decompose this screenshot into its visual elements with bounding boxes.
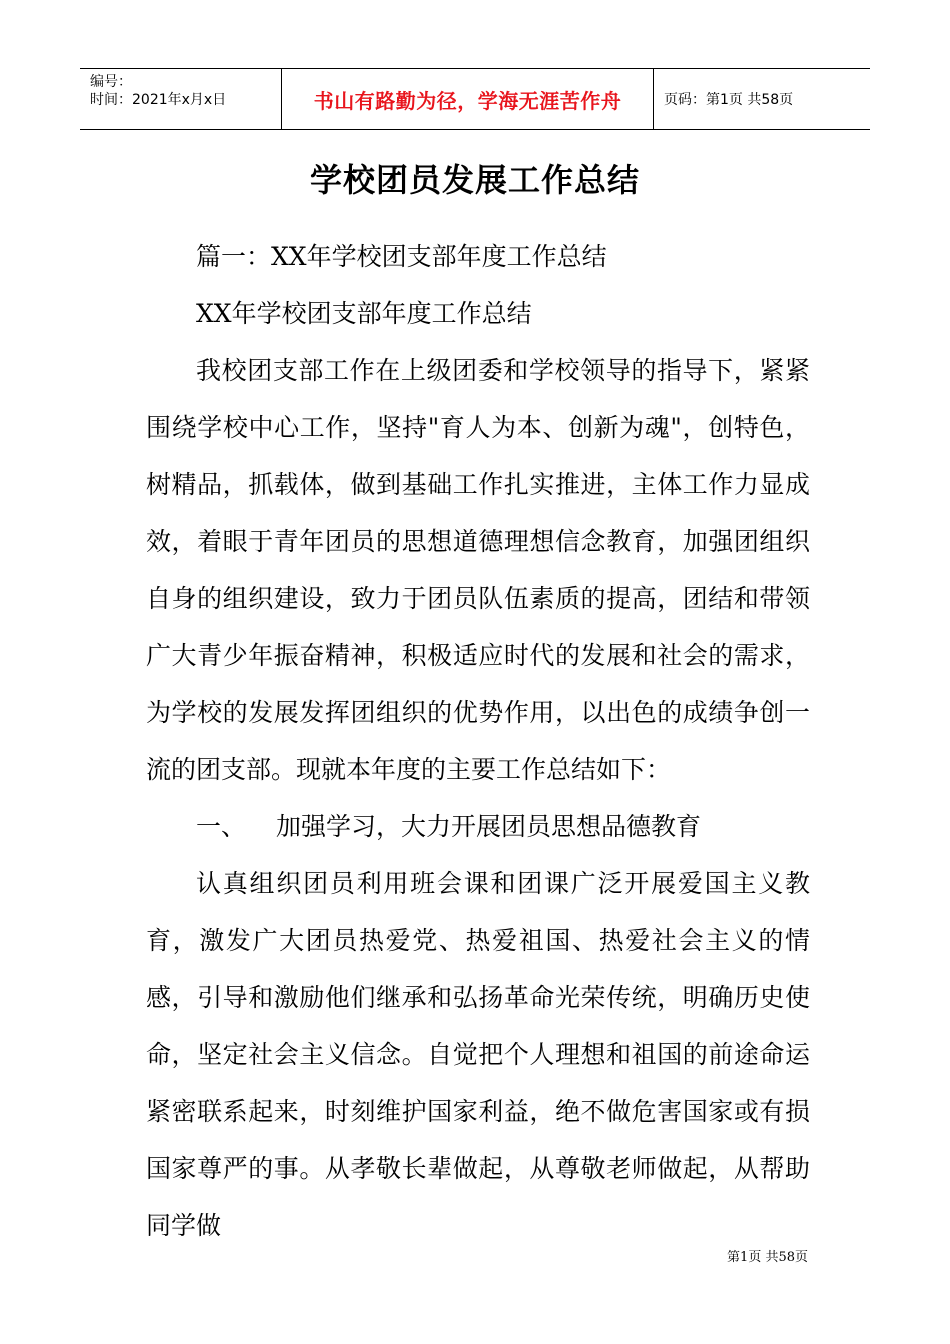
document-body [146, 228, 810, 1254]
motto-text: 书山有路勤为径，学海无涯苦作舟 [313, 88, 622, 113]
body-paragraph: 认真组织团员利用班会课和团课广泛开展爱国主义教育，激发广大团员热爱党、热爱祖国、热爱社会主义的情感，引导和激励他们继承和弘扬革命光荣传统，明确历史使命，坚定社会主义信念。自觉把个人理想和祖国的前途命运紧密联系起来，时刻维护国家利益，绝不做危害国家或有损国家尊严的事。从孝敬长辈做起，从尊敬老师做起，从帮助同学做 [146, 869, 810, 1240]
article-label: 篇一：XX年学校团支部年度工作总结 [196, 242, 607, 271]
page-info: 页码：第1页 共58页 [664, 92, 794, 108]
article-subtitle: XX年学校团支部年度工作总结 [196, 299, 532, 328]
document-header [80, 68, 870, 130]
section-number: 一、 [196, 812, 247, 841]
intro-paragraph: 我校团支部工作在上级团委和学校领导的指导下，紧紧围绕学校中心工作，坚持"育人为本、创新为魂"，创特色，树精品，抓载体，做到基础工作扎实推进，主体工作力显成效，着眼于青年团员的思想道德理想信念教育，加强团组织自身的组织建设，致力于团员队伍素质的提高，团结和带领广大青少年振奋精神，积极适应时代的发展和社会的需求，为学校的发展发挥团组织的优势作用，以出色的成绩争创一流的团支部。现就本年度的主要工作总结如下： [146, 356, 810, 784]
page-footer: 第1页 共58页 [727, 1250, 808, 1265]
document-title: 学校团员发展工作总结 [309, 161, 640, 199]
header-meta-cell [80, 69, 282, 129]
header-page-cell [654, 69, 870, 129]
section-heading [146, 798, 810, 855]
section-title: 加强学习，大力开展团员思想品德教育 [276, 812, 702, 841]
time-label: 时间：2021年x月x日 [90, 92, 227, 108]
number-label: 编号： [90, 74, 132, 90]
header-motto-cell [282, 69, 654, 129]
